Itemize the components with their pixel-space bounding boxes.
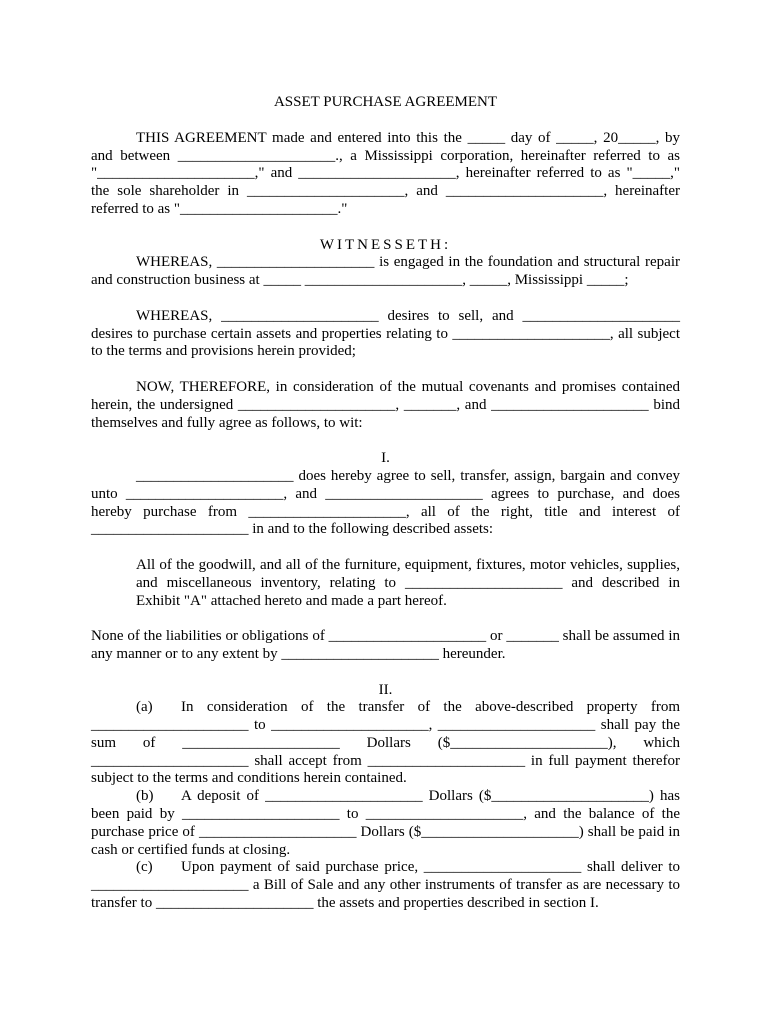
subsection-c bbox=[91, 859, 680, 912]
whereas-paragraph-1: WHEREAS, _____________________ is engaged in the foundation and structural repair and construction business at _____ _____________________, _____, Mississippi _____; bbox=[91, 254, 680, 289]
spacer bbox=[91, 432, 680, 450]
section-1-heading: I. bbox=[381, 450, 390, 467]
spacer bbox=[91, 361, 680, 379]
spacer bbox=[91, 539, 680, 557]
subsection-c-text: Upon payment of said purchase price, _____________________ shall deliver to _____________________ a Bill of Sale and any other instruments of transfer as are necessary to transfer to _____________________ the assets and properties described in section I. bbox=[91, 859, 680, 912]
witnesseth-heading: WITNESSETH: bbox=[319, 236, 452, 253]
subsection-b-text: A deposit of _____________________ Dollars ($_____________________) has been paid by _____________________ to _____________________, and the balance of the purchase price of _____________________ Dollars ($_____________________) shall be paid in cash or certified funds at closing. bbox=[91, 788, 680, 858]
subsection-b bbox=[91, 788, 680, 859]
spacer bbox=[91, 664, 680, 682]
whereas-paragraph-2: WHEREAS, _____________________ desires to sell, and _____________________ desires to purchase certain assets and properties relating to _____________________, all subject to the terms and provisions herein provided; bbox=[91, 307, 680, 360]
assets-description-block: All of the goodwill, and all of the furniture, equipment, fixtures, motor vehicles, supplies, and miscellaneous inventory, relating to _____________________ and described in Exhibit "A" attached hereto and made a part hereof. bbox=[136, 556, 680, 609]
subsection-a-label: (a) bbox=[136, 699, 153, 716]
subsection-a-text: In consideration of the transfer of the above-described property from _____________________ to _____________________, _____________________ shall pay the sum of _____________________ Dollars ($_____________________), which _____________________ shall accept from _____________________ in full payment therefor subject to the terms and conditions herein contained. bbox=[91, 699, 680, 787]
subsection-b-label: (b) bbox=[136, 788, 154, 805]
document-page bbox=[91, 94, 680, 913]
liabilities-paragraph: None of the liabilities or obligations of _____________________ or _______ shall be assumed in any manner or to any extent by _____________________ hereunder. bbox=[91, 628, 680, 662]
document-title: ASSET PURCHASE AGREEMENT bbox=[273, 94, 498, 110]
spacer bbox=[91, 290, 680, 308]
intro-paragraph: THIS AGREEMENT made and entered into this the _____ day of _____, 20_____, by and between _____________________., a Mississippi corporation, hereinafter referred to as "_____________________," and _____________________, hereinafter referred to as "_____," the sole shareholder in _____________________, and _____________________, hereinafter referred to as "_____________________." bbox=[91, 129, 680, 217]
subsection-c-label: (c) bbox=[136, 859, 153, 876]
section-1-paragraph: _____________________ does hereby agree to sell, transfer, assign, bargain and convey unto _____________________, and _____________________ agrees to purchase, and does hereby purchase from _____________________, all of the right, title and interest of _____________________ in and to the following described assets: bbox=[91, 467, 680, 538]
spacer bbox=[91, 219, 680, 237]
spacer bbox=[91, 610, 680, 628]
section-2-heading: II. bbox=[378, 681, 393, 698]
now-therefore-paragraph: NOW, THEREFORE, in consideration of the mutual covenants and promises contained herein, the undersigned _____________________, _______, and _____________________ bind themselves and fully agree as follows, to wit: bbox=[91, 378, 680, 431]
subsection-a bbox=[91, 699, 680, 788]
